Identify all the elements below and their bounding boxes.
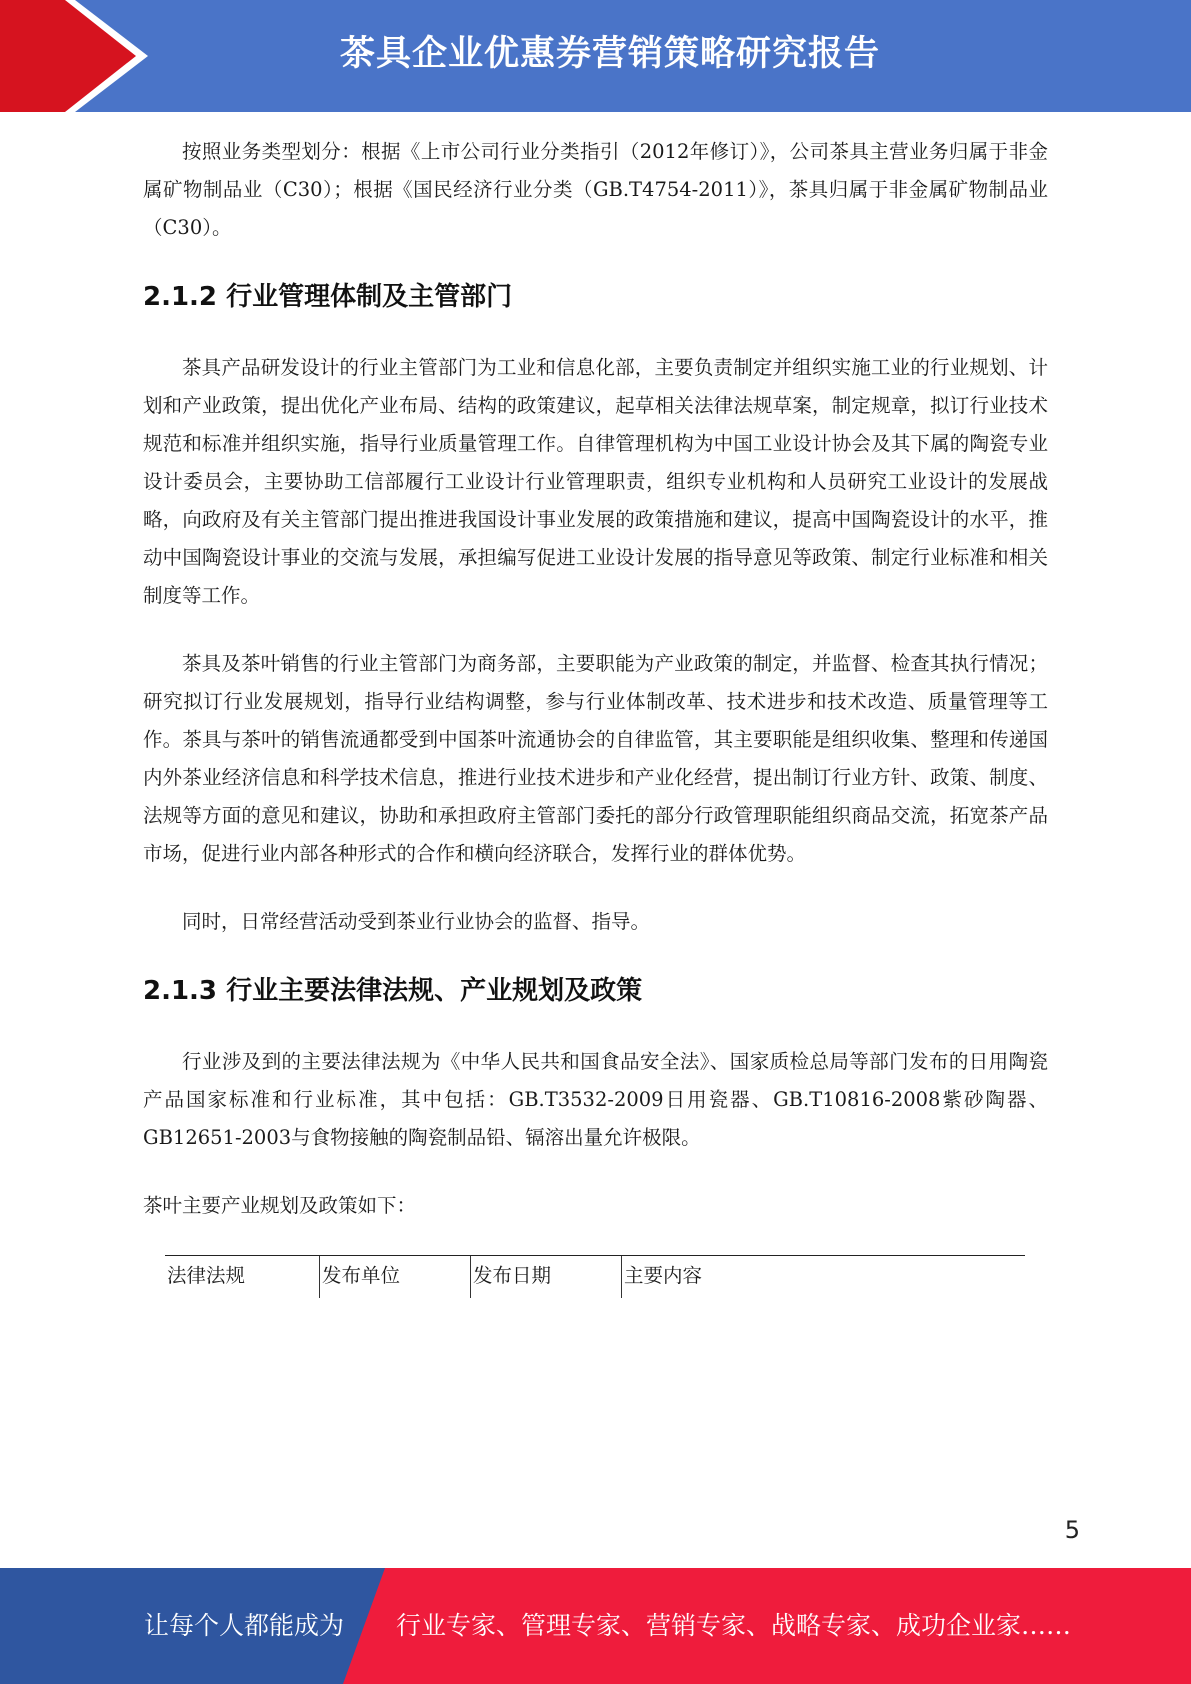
table-header-law: 法律法规 bbox=[165, 1256, 320, 1299]
header-banner bbox=[0, 0, 1191, 112]
section-heading-2-1-3: 2.1.3 行业主要法律法规、产业规划及政策 bbox=[143, 976, 643, 1006]
footer-banner bbox=[0, 1568, 1191, 1684]
footer-slogan-left: 让每个人都能成为 bbox=[144, 1611, 345, 1640]
intro-paragraph: 按照业务类型划分：根据《上市公司行业分类指引（2012年修订）》，公司茶具主营业务归属于非金属矿物制品业（C30）；根据《国民经济行业分类（GB.T4754-2011）》，茶具归属于非金属矿物制品业（C30）。 bbox=[143, 140, 1048, 239]
paragraph-commerce-ministry: 茶具及茶叶销售的行业主管部门为商务部，主要职能为产业政策的制定，并监督、检查其执行情况；研究拟订行业发展规划，指导行业结构调整，参与行业体制改革、技术进步和技术改造、质量管理等工作。茶具与茶叶的销售流通都受到中国茶叶流通协会的自律监管，其主要职能是组织收集、整理和传递国内外茶业经济信息和科学技术信息，推进行业技术进步和产业化经营，提出制订行业方针、政策、制度、法规等方面的意见和建议，协助和承担政府主管部门委托的部分行政管理职能组织商品交流，拓宽茶产品市场，促进行业内部各种形式的合作和横向经济联合，发挥行业的群体优势。 bbox=[143, 652, 1048, 865]
footer-slogan-right: 行业专家、管理专家、营销专家、战略专家、成功企业家…… bbox=[396, 1611, 1072, 1640]
table-header-date: 发布日期 bbox=[471, 1256, 622, 1299]
table-intro-text: 茶叶主要产业规划及政策如下： bbox=[143, 1194, 417, 1217]
section-heading-2-1-2: 2.1.2 行业管理体制及主管部门 bbox=[143, 282, 513, 312]
header-arrow-decoration bbox=[0, 0, 160, 112]
paragraph-laws-regulations: 行业涉及到的主要法律法规为《中华人民共和国食品安全法》、国家质检总局等部门发布的日用陶瓷产品国家标准和行业标准，其中包括：GB.T3532-2009日用瓷器、GB.T10816-2008紫砂陶器、GB12651-2003与食物接触的陶瓷制品铅、镉溶出量允许极限。 bbox=[143, 1050, 1048, 1149]
document-body bbox=[143, 133, 1048, 1298]
page-number: 5 bbox=[1064, 1516, 1080, 1544]
policy-table-header-row bbox=[165, 1256, 1025, 1299]
table-header-issuer: 发布单位 bbox=[320, 1256, 471, 1299]
paragraph-management-body: 茶具产品研发设计的行业主管部门为工业和信息化部，主要负责制定并组织实施工业的行业规划、计划和产业政策，提出优化产业布局、结构的政策建议，起草相关法律法规草案，制定规章，拟订行业技术规范和标准并组织实施，指导行业质量管理工作。自律管理机构为中国工业设计协会及其下属的陶瓷专业设计委员会，主要协助工信部履行工业设计行业管理职责，组织专业机构和人员研究工业设计的发展战略，向政府及有关主管部门提出推进我国设计事业发展的政策措施和建议，提高中国陶瓷设计的水平，推动中国陶瓷设计事业的交流与发展，承担编写促进工业设计发展的指导意见等政策、制定行业标准和相关制度等工作。 bbox=[143, 356, 1048, 607]
paragraph-association-supervision: 同时，日常经营活动受到茶业行业协会的监督、指导。 bbox=[182, 910, 651, 933]
policy-table bbox=[165, 1255, 1025, 1298]
table-header-content: 主要内容 bbox=[622, 1256, 1026, 1299]
header-title: 茶具企业优惠券营销策略研究报告 bbox=[339, 34, 880, 74]
